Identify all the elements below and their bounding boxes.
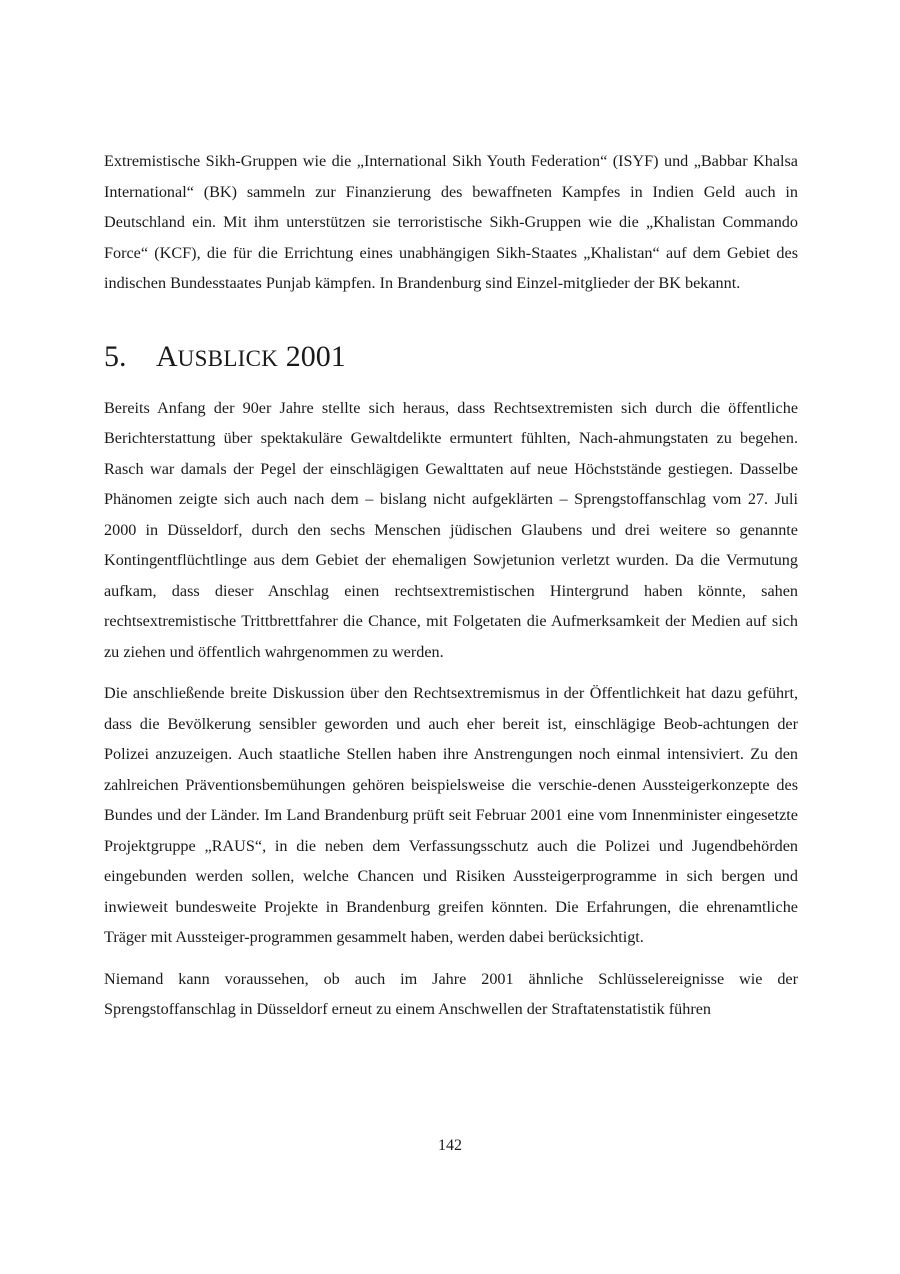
- section-number: 5.: [104, 339, 127, 373]
- document-page: [104, 146, 798, 1025]
- section-heading: [104, 339, 798, 377]
- body-paragraph-3: Niemand kann voraussehen, ob auch im Jahre 2001 ähnliche Schlüsselereignisse wie der Sprengstoffanschlag in Düsseldorf erneut zu einem Anschwellen der Straftatenstatistik führen: [104, 969, 798, 1018]
- body-paragraph-1: Bereits Anfang der 90er Jahre stellte sich heraus, dass Rechtsextremisten sich durch die öffentliche Berichterstattung über spektakuläre Gewaltdelikte ermuntert fühlten, Nach-ahmungstaten zu begehen. Rasch war damals der Pegel der einschlägigen Gewalttaten auf neue Höchststände gestiegen. Dasselbe Phänomen zeigte sich auch nach dem – bislang nicht aufgeklärten – Sprengstoffanschlag vom 27. Juli 2000 in Düsseldorf, durch den sechs Menschen jüdischen Glaubens und drei weitere so genannte Kontingentflüchtlinge aus dem Gebiet der ehemaligen Sowjetunion verletzt wurden. Da die Vermutung aufkam, dass dieser Anschlag einen rechtsextremistischen Hintergrund haben könnte, sahen rechtsextremistische Trittbrettfahrer die Chance, mit Folgetaten die Aufmerksamkeit der Medien auf sich zu ziehen und öffentlich wahrgenommen zu werden.: [104, 398, 798, 661]
- section-title-initial: A: [156, 339, 178, 373]
- section-title-year: 2001: [285, 339, 346, 373]
- page-number: 142: [438, 1137, 462, 1154]
- section-title-rest: USBLICK: [177, 345, 279, 371]
- body-paragraph-2: Die anschließende breite Diskussion über den Rechtsextremismus in der Öffentlichkeit hat dazu geführt, dass die Bevölkerung sensibler geworden und auch eher bereit ist, einschlägige Beob-achtungen der Polizei anzuzeigen. Auch staatliche Stellen haben ihre Anstrengungen noch einmal intensiviert. Zu den zahlreichen Präventionsbemühungen gehören beispielsweise die verschie-denen Aussteigerkonzepte des Bundes und der Länder. Im Land Brandenburg prüft seit Februar 2001 eine vom Innenminister eingesetzte Projektgruppe „RAUS“, in die neben dem Verfassungsschutz auch die Polizei und Jugendbehörden eingebunden werden sollen, welche Chancen und Risiken Aussteigerprogramme in sich bergen und inwieweit bundesweite Projekte in Brandenburg greifen könnten. Die Erfahrungen, die ehrenamtliche Träger mit Aussteiger-programmen gesammelt haben, werden dabei berücksichtigt.: [104, 684, 798, 946]
- intro-paragraph: Extremistische Sikh-Gruppen wie die „International Sikh Youth Federation“ (ISYF) und „Babbar Khalsa International“ (BK) sammeln zur Finanzierung des bewaffneten Kampfes in Indien Geld auch in Deutschland ein. Mit ihm unterstützen sie terroristische Sikh-Gruppen wie die „Khalistan Commando Force“ (KCF), die für die Errichtung eines unabhängigen Sikh-Staates „Khalistan“ auf dem Gebiet des indischen Bundesstaates Punjab kämpfen. In Brandenburg sind Einzel-mitglieder der BK bekannt.: [104, 152, 798, 292]
